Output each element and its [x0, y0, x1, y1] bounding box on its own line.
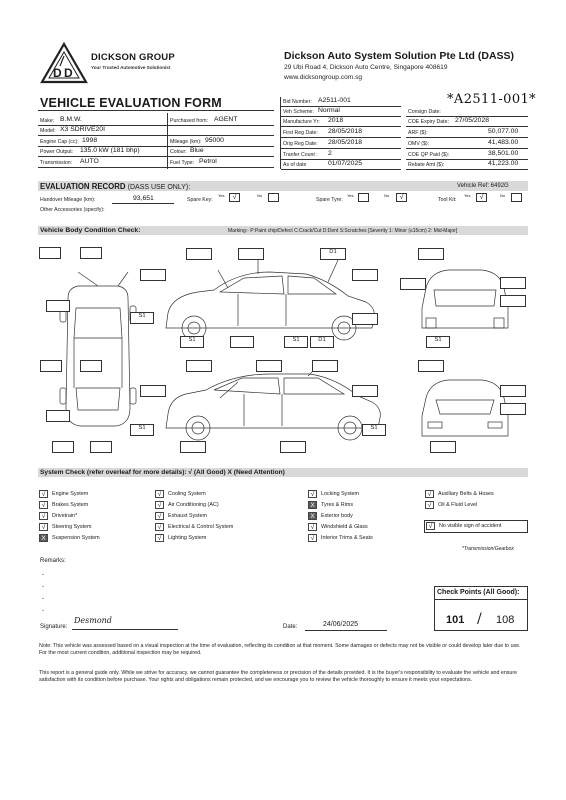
system-mark[interactable]: √ — [39, 512, 48, 520]
system-item[interactable] — [39, 512, 77, 520]
damage-tag-d1[interactable]: D1 — [310, 336, 334, 348]
make-label: Make: — [40, 118, 55, 124]
system-item[interactable] — [425, 501, 477, 509]
brand-tagline: Your Trusted Automotive Solutionist — [91, 65, 171, 70]
system-item[interactable] — [39, 523, 92, 531]
row-rule — [406, 137, 528, 138]
remark-line[interactable]: - — [42, 584, 44, 590]
transfer-value: 2 — [328, 150, 332, 157]
callout-box[interactable] — [418, 360, 444, 372]
system-mark[interactable]: √ — [308, 523, 317, 531]
tool-kit-yes-label: Yes — [464, 193, 471, 198]
spare-key-no-box[interactable] — [268, 193, 279, 202]
system-label: No visible sign of accident — [439, 523, 502, 529]
system-item[interactable] — [308, 490, 359, 498]
callout-box[interactable] — [352, 313, 378, 325]
system-label: Engine System — [52, 491, 89, 497]
system-label: Suspension System — [52, 535, 100, 541]
evaluation-title — [40, 182, 190, 191]
system-label: Cooling System — [168, 491, 206, 497]
signature-rule — [72, 629, 178, 630]
row-rule — [281, 106, 401, 107]
damage-tag-d1[interactable]: D1 — [320, 248, 346, 260]
spare-tyre-no-label: No — [384, 193, 390, 198]
system-item[interactable] — [155, 512, 207, 520]
callout-box[interactable] — [500, 277, 526, 289]
system-footnote: *Transmission/Gearbox — [462, 546, 514, 552]
callout-box[interactable] — [400, 278, 426, 290]
model-label: Model: — [40, 128, 56, 134]
bid-label: Bid Number: — [283, 99, 312, 105]
coe-expiry-label: COE Expiry Date: — [408, 119, 449, 125]
handover-value: 93,651 — [133, 195, 154, 202]
system-mark[interactable]: √ — [155, 534, 164, 542]
callout-box[interactable] — [238, 248, 264, 260]
power-value: 135.0 kW (181 bhp) — [80, 147, 140, 154]
callout-box[interactable] — [186, 248, 212, 260]
company-website[interactable]: www.dicksongroup.com.sg — [284, 74, 363, 81]
system-mark[interactable]: X — [39, 534, 48, 542]
callout-box[interactable] — [40, 360, 62, 372]
row-rule — [406, 126, 528, 127]
company-address: 29 Ubi Road 4, Dickson Auto Centre, Singapore 408619 — [284, 64, 448, 71]
arf-value: 50,077.00 — [488, 128, 519, 135]
callout-box[interactable] — [186, 360, 212, 372]
system-label: Exterior body — [321, 513, 353, 519]
marking-legend: Marking:- P:Paint chip/Defect C:Crack/Cut D:Dent S:Scratches [Severity 1: Minor (≤15cm) 2: Mid-Major] — [228, 228, 458, 234]
mileage-value: 95000 — [205, 137, 224, 144]
system-label: Auxiliary Belts & Hoses — [438, 491, 494, 497]
system-item[interactable] — [39, 490, 88, 498]
callout-box[interactable] — [500, 385, 526, 397]
row-rule — [38, 156, 274, 157]
handover-label: Handover Mileage (km): — [40, 197, 96, 203]
transmission-value: AUTO — [80, 158, 99, 165]
row-rule — [281, 137, 401, 138]
system-item[interactable] — [39, 501, 88, 509]
system-mark[interactable]: √ — [308, 534, 317, 542]
mileage-label: Mileage (km): — [170, 139, 202, 145]
system-item[interactable] — [308, 512, 353, 520]
engine-label: Engine Cap (cc): — [40, 139, 79, 145]
svg-text:D: D — [53, 66, 62, 80]
row-rule — [38, 167, 274, 168]
damage-tag-s1[interactable]: S1 — [284, 336, 308, 348]
spare-key-yes-box[interactable]: √ — [229, 193, 240, 202]
callout-box[interactable] — [352, 385, 378, 397]
disclaimer-report: This report is a general guide only. While we strive for accuracy, we cannot guarantee the completeness or precision of the details provided. It is the buyer's responsibility to evaluate the vehicle and ensure satisfaction with its condition before purchase. Your rights and obligations remain protected, and we encourage you to review the vehicle thoroughly to ensure it meets your expectations. — [39, 670, 518, 684]
checkpoints-label: Check Points (All Good): — [437, 589, 520, 596]
purchased-value: AGENT — [214, 116, 238, 123]
callout-box[interactable] — [46, 300, 70, 312]
engine-value: 1998 — [82, 137, 98, 144]
remark-line[interactable]: - — [42, 608, 44, 614]
system-mark[interactable]: √ — [39, 501, 48, 509]
spare-key-yes-label: Yes — [218, 193, 225, 198]
system-item[interactable] — [426, 522, 501, 530]
signature-label: Signature: — [40, 624, 68, 630]
system-label: Drivetrain* — [52, 513, 78, 519]
model-value: X3 SDRIVE20I — [60, 126, 105, 133]
spare-key-no-label: No — [257, 193, 263, 198]
callout-box[interactable] — [280, 441, 306, 453]
coe-qp-value: 38,501.00 — [488, 150, 519, 157]
system-mark[interactable]: √ — [426, 522, 435, 530]
checkpoints-good: 101 — [446, 614, 465, 626]
callout-box[interactable] — [52, 441, 74, 453]
bid-value: A2511-001 — [318, 97, 351, 104]
coe-qp-label: COE QP Paid ($): — [408, 152, 450, 158]
callout-box[interactable] — [500, 295, 526, 307]
scheme-label: Veh Scheme: — [283, 109, 314, 115]
system-mark[interactable]: X — [308, 501, 317, 509]
orig-reg-label: Orig Reg Date: — [283, 141, 318, 147]
form-title: VEHICLE EVALUATION FORM — [40, 96, 222, 110]
system-label: Lighting System — [168, 535, 207, 541]
omv-value: 41,483.00 — [488, 139, 519, 146]
system-label: Air Conditioning (AC) — [168, 502, 219, 508]
side-view-right-car — [166, 374, 380, 440]
remark-line[interactable]: - — [42, 596, 44, 602]
top-view-car — [60, 286, 136, 426]
checkpoints-rule — [434, 599, 528, 600]
evaluation-title-suffix: (DASS USE ONLY): — [127, 184, 191, 191]
callout-box[interactable] — [500, 403, 526, 415]
callout-box[interactable] — [230, 336, 254, 348]
system-mark[interactable]: √ — [155, 490, 164, 498]
remarks-label: Remarks: — [40, 558, 66, 564]
system-mark[interactable]: √ — [39, 523, 48, 531]
colour-label: Colour: — [170, 149, 187, 155]
system-mark[interactable]: √ — [425, 501, 434, 509]
disclaimer-note: Note: This vehicle was assessed based on a visual inspection at the time of evaluation, reflecting its condition at that moment. Some damages or defects may not be visible or could develop later due to use. For the most current condition, additional inspection may be required. — [39, 643, 521, 657]
first-reg-label: First Reg Date: — [283, 130, 318, 136]
fuel-value: Petrol — [199, 158, 217, 165]
callout-box[interactable] — [418, 248, 444, 260]
system-mark[interactable]: √ — [155, 512, 164, 520]
mfg-label: Manufacture Yr: — [283, 119, 320, 125]
spare-tyre-yes-label: Yes — [347, 193, 354, 198]
system-item[interactable] — [39, 534, 100, 542]
signature: Desmond — [74, 616, 112, 625]
system-label: Locking System — [321, 491, 360, 497]
date-rule — [305, 630, 387, 631]
mfg-value: 2018 — [328, 117, 344, 124]
callout-box[interactable] — [256, 360, 282, 372]
colour-value: Blue — [190, 147, 204, 154]
title-rule — [38, 110, 274, 111]
callout-box[interactable] — [46, 410, 70, 422]
tool-kit-no-box[interactable] — [511, 193, 522, 202]
spare-tyre-label: Spare Tyre: — [316, 197, 343, 203]
damage-tag-s1[interactable]: S1 — [362, 424, 386, 436]
power-label: Power Output: — [40, 149, 74, 155]
tool-kit-yes-box[interactable]: √ — [476, 193, 487, 202]
make-value: B.M.W. — [60, 116, 82, 123]
spare-tyre-no-box[interactable]: √ — [396, 193, 407, 202]
row-rule — [38, 135, 274, 136]
dickson-logo — [40, 42, 88, 84]
row-rule — [38, 146, 274, 147]
system-mark[interactable]: √ — [155, 501, 164, 509]
body-condition-title: Vehicle Body Condition Check: — [40, 227, 141, 234]
svg-text:D: D — [64, 66, 73, 80]
coe-expiry-value: 27/05/2028 — [455, 117, 490, 124]
system-item[interactable] — [425, 490, 494, 498]
rear-view-car — [422, 270, 508, 328]
row-rule — [406, 169, 528, 170]
spare-key-label: Spare Key: — [187, 197, 213, 203]
system-label: Electrical & Control System — [168, 524, 234, 530]
damage-tag-s1[interactable]: S1 — [426, 336, 450, 348]
callout-box[interactable] — [352, 269, 378, 281]
col-divider — [167, 113, 168, 169]
system-item[interactable] — [155, 534, 206, 542]
callout-box[interactable] — [90, 441, 112, 453]
system-mark[interactable]: √ — [308, 490, 317, 498]
date-value: 24/06/2025 — [323, 621, 359, 628]
system-item[interactable] — [155, 523, 233, 531]
callout-box[interactable] — [430, 441, 456, 453]
system-mark[interactable]: X — [308, 512, 317, 520]
other-accessories-label: Other Accessories (specify): — [40, 207, 105, 213]
transmission-label: Transmission: — [40, 160, 73, 166]
system-item[interactable] — [155, 501, 219, 509]
system-item[interactable] — [308, 523, 368, 531]
checkpoints-slash: / — [477, 611, 482, 627]
system-label: Steering System — [52, 524, 92, 530]
bid-handwritten: *A2511-001* — [447, 92, 537, 107]
vehicle-ref: Vehicle Ref: 6492G — [457, 183, 509, 189]
tool-kit-no-label: No — [500, 193, 506, 198]
first-reg-value: 28/05/2018 — [328, 128, 363, 135]
callout-box[interactable] — [312, 360, 338, 372]
callout-box[interactable] — [39, 247, 61, 259]
rebate-label: Rebate Amt ($): — [408, 162, 445, 168]
callout-box[interactable] — [80, 247, 102, 259]
system-check-title: System Check (refer overleaf for more details): √ (All Good) X (Need Attention) — [40, 469, 285, 476]
row-rule — [281, 126, 401, 127]
row-rule — [406, 148, 528, 149]
brand-name: DICKSON GROUP — [91, 52, 175, 63]
arf-label: ARF ($): — [408, 130, 428, 136]
system-mark[interactable]: √ — [425, 490, 434, 498]
system-label: Windshield & Glass — [321, 524, 368, 530]
orig-reg-value: 28/05/2018 — [328, 139, 363, 146]
system-label: Oil & Fluid Level — [438, 502, 478, 508]
system-item[interactable] — [308, 534, 373, 542]
damage-tag-s1[interactable]: S1 — [180, 336, 204, 348]
callout-box[interactable] — [140, 385, 166, 397]
system-label: Tyres & Rims — [321, 502, 354, 508]
vehicle-diagram — [38, 238, 528, 460]
transfer-label: Tranfer Count : — [283, 152, 318, 158]
checkpoints-total: 108 — [496, 614, 515, 626]
system-label: Interior Trims & Seats — [321, 535, 373, 541]
tool-kit-label: Tool Kit: — [438, 197, 457, 203]
system-mark[interactable]: √ — [155, 523, 164, 531]
handover-rule — [112, 203, 174, 204]
row-rule — [281, 148, 401, 149]
callout-box[interactable] — [180, 441, 206, 453]
side-view-left-car — [166, 272, 374, 340]
company-name: Dickson Auto System Solution Pte Ltd (DASS) — [284, 50, 515, 62]
row-rule — [281, 169, 401, 170]
asof-value: 01/07/2025 — [328, 160, 363, 167]
fuel-label: Fuel Type: — [170, 160, 195, 166]
purchased-label: Purchased from: — [170, 118, 209, 124]
evaluation-title-text: EVALUATION RECORD — [40, 182, 126, 191]
scheme-value: Normal — [318, 107, 340, 114]
system-mark[interactable]: √ — [39, 490, 48, 498]
system-label: Brakes System — [52, 502, 89, 508]
callout-box[interactable] — [80, 360, 102, 372]
system-label: Exhaust System — [168, 513, 207, 519]
damage-tag-s1[interactable]: S1 — [130, 312, 154, 324]
omv-label: OMV ($): — [408, 141, 430, 147]
system-item[interactable] — [155, 490, 206, 498]
front-view-car — [422, 380, 508, 436]
asof-label: As of date — [283, 162, 307, 168]
consign-label: Consign Date: — [408, 109, 441, 115]
damage-tag-s1[interactable]: S1 — [130, 424, 154, 436]
remark-line[interactable]: - — [42, 572, 44, 578]
date-label: Date: — [283, 624, 298, 630]
spare-tyre-yes-box[interactable] — [358, 193, 369, 202]
callout-box[interactable] — [140, 269, 166, 281]
system-item[interactable] — [308, 501, 353, 509]
rebate-value: 41,223.00 — [488, 160, 519, 167]
